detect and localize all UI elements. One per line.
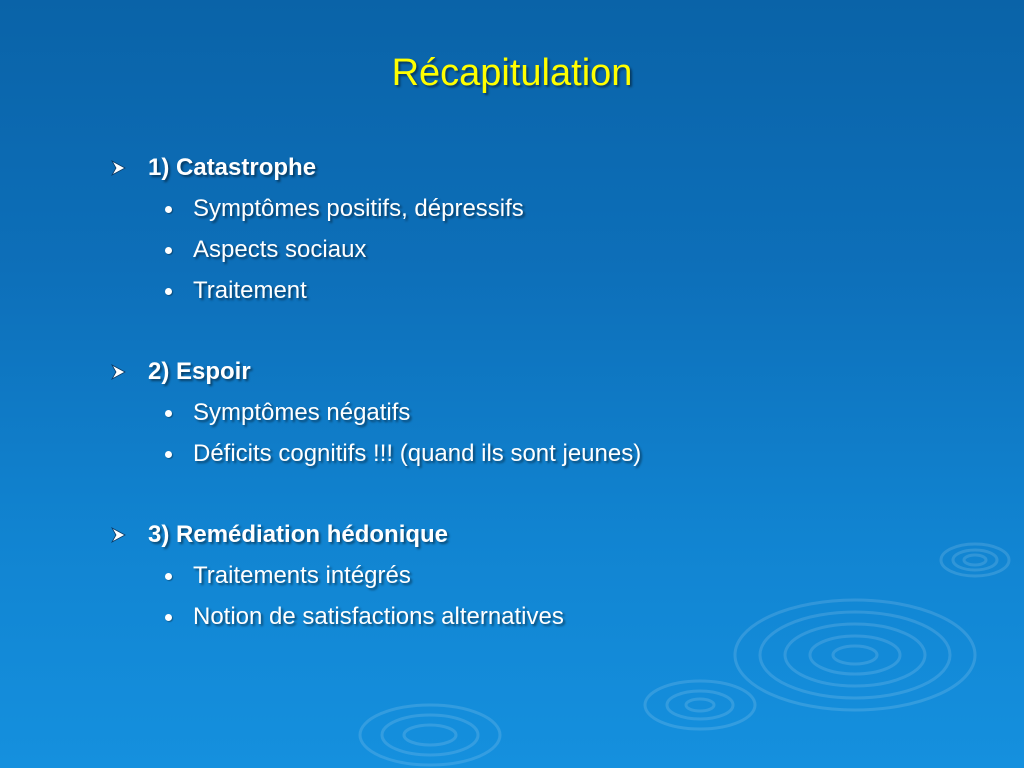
list-item-text: Déficits cognitifs !!! (quand ils sont jeunes) (193, 440, 642, 467)
list-item (108, 188, 968, 229)
section-heading-text: 1) Catastrophe (148, 154, 317, 181)
list-item-text: Notion de satisfactions alternatives (193, 603, 564, 630)
arrowhead-bullet-icon (111, 160, 126, 176)
section-items (108, 555, 968, 637)
arrowhead-bullet-icon (111, 364, 126, 380)
list-item-text: Aspects sociaux (193, 236, 367, 263)
bullet-list (108, 148, 968, 678)
round-dot-bullet-icon (165, 206, 172, 213)
list-item (108, 596, 968, 637)
section-espoir (108, 352, 968, 474)
list-item-text: Traitements intégrés (193, 562, 411, 589)
list-item (108, 555, 968, 596)
section-heading (108, 515, 968, 555)
list-item (108, 229, 968, 270)
section-catastrophe (108, 148, 968, 311)
section-items (108, 392, 968, 474)
section-heading-text: 3) Remédiation hédonique (148, 521, 449, 548)
round-dot-bullet-icon (165, 451, 172, 458)
arrowhead-bullet-icon (111, 527, 126, 543)
section-heading (108, 352, 968, 392)
section-items (108, 188, 968, 311)
list-item (108, 433, 968, 474)
section-heading-text: 2) Espoir (148, 358, 251, 385)
list-item (108, 392, 968, 433)
list-item-text: Symptômes positifs, dépressifs (193, 195, 524, 222)
round-dot-bullet-icon (165, 410, 172, 417)
round-dot-bullet-icon (165, 247, 172, 254)
list-item-text: Traitement (193, 277, 307, 304)
round-dot-bullet-icon (165, 288, 172, 295)
list-item (108, 270, 968, 311)
section-remediation (108, 515, 968, 637)
slide-title: Récapitulation (391, 52, 633, 94)
section-heading (108, 148, 968, 188)
round-dot-bullet-icon (165, 614, 172, 621)
round-dot-bullet-icon (165, 573, 172, 580)
list-item-text: Symptômes négatifs (193, 399, 411, 426)
